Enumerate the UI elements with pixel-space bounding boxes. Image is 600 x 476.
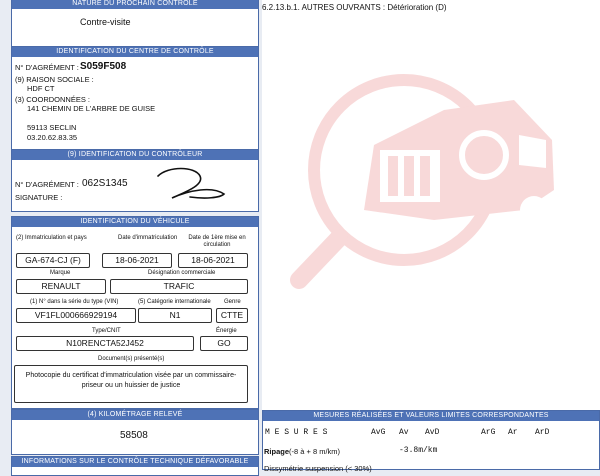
- ripage-limits: (-8 à + 8 m/km): [289, 447, 341, 456]
- documents-value: Photocopie du certificat d'immatriculation visée par un commissaire-priseur ou un huissier de justice: [14, 365, 248, 403]
- header-kilometrage: (4) KILOMÉTRAGE RELEVÉ: [12, 410, 258, 420]
- panel-vehicule: [11, 216, 259, 409]
- immat-label: (2) Immatriculation et pays: [16, 235, 87, 241]
- col-avg: AvG: [371, 428, 386, 437]
- col-arg: ArG: [481, 428, 496, 437]
- centre-raison-label: (9) RAISON SOCIALE :: [15, 75, 94, 84]
- designation-label: Désignation commerciale: [148, 270, 216, 276]
- panel-centre-controle: [11, 46, 259, 150]
- col-avd: AvD: [425, 428, 440, 437]
- vin-label: (1) N° dans la série du type (VIN): [30, 299, 119, 305]
- date-circ-label: Date de 1ère mise en circulation: [188, 235, 246, 248]
- header-controleur: (9) IDENTIFICATION DU CONTRÔLEUR: [12, 150, 258, 160]
- date-immat-value: 18-06-2021: [102, 253, 172, 268]
- panel-prochain-controle: [11, 0, 259, 47]
- energie-value: GO: [200, 336, 248, 351]
- dissymetrie-label: Dissymétrie suspension (< 30%): [264, 464, 372, 473]
- ripage-value: -3.8m/km: [399, 446, 438, 455]
- header-mesures: MESURES RÉALISÉES ET VALEURS LIMITES CORRESPONDANTES: [263, 411, 599, 421]
- header-informations: INFORMATIONS SUR LE CONTRÔLE TECHNIQUE DÉFAVORABLE: [12, 457, 258, 467]
- centre-address-line2: 59113 SECLIN: [27, 123, 77, 132]
- documents-label: Document(s) présenté(s): [98, 356, 165, 362]
- vin-value: VF1FL000666929194: [16, 308, 136, 323]
- marque-label: Marque: [50, 270, 71, 276]
- col-ar: Ar: [508, 428, 518, 437]
- watermark-car-magnifier-icon: [284, 40, 584, 290]
- controleur-agrement-label: N° D'AGRÉMENT :: [15, 180, 79, 189]
- type-label: Type/CNIT: [92, 328, 121, 334]
- genre-label: Genre: [224, 299, 241, 305]
- centre-coord-label: (3) COORDONNÉES :: [15, 95, 91, 104]
- defects-area: [262, 0, 600, 473]
- centre-agrement-label: N° D'AGRÉMENT :: [15, 63, 79, 72]
- immat-value: GA-674-CJ (F): [16, 253, 90, 268]
- date-immat-label: Date d'immatriculation: [118, 235, 178, 241]
- centre-address-line1: 141 CHEMIN DE L'ARBRE DE GUISE: [27, 104, 156, 113]
- panel-controleur: [11, 149, 259, 212]
- ripage-label: Ripage: [264, 447, 290, 456]
- col-av: Av: [399, 428, 409, 437]
- energie-label: Énergie: [216, 328, 237, 334]
- header-vehicule: IDENTIFICATION DU VÉHICULE: [12, 217, 258, 227]
- centre-raison-value: HDF CT: [27, 84, 55, 93]
- controleur-signature-label: SIGNATURE :: [15, 193, 63, 202]
- panel-kilometrage: [11, 409, 259, 455]
- signature-image: [150, 164, 230, 204]
- kilometrage-value: 58508: [120, 430, 148, 441]
- genre-value: CTTE: [216, 308, 248, 323]
- designation-value: TRAFIC: [110, 279, 248, 294]
- col-ard: ArD: [535, 428, 550, 437]
- mesures-title: M E S U R E S: [265, 428, 328, 437]
- header-centre: IDENTIFICATION DU CENTRE DE CONTRÔLE: [12, 47, 258, 57]
- categorie-label: (5) Catégorie internationale: [138, 299, 211, 305]
- date-circ-value: 18-06-2021: [178, 253, 248, 268]
- marque-value: RENAULT: [16, 279, 106, 294]
- centre-phone: 03.20.62.83.35: [27, 133, 78, 142]
- header-prochain-controle: NATURE DU PROCHAIN CONTRÔLE: [12, 0, 258, 9]
- type-value: N10RENCTA52J452: [16, 336, 194, 351]
- panel-mesures: [262, 410, 600, 473]
- categorie-value: N1: [138, 308, 212, 323]
- panel-informations: [11, 456, 259, 476]
- controleur-agrement-value: 062S1345: [82, 178, 128, 189]
- centre-agrement-value: S059F508: [80, 61, 127, 72]
- defect-line: 6.2.13.b.1. AUTRES OUVRANTS : Détérioration (D): [262, 3, 447, 12]
- prochain-controle-value: Contre-visite: [80, 17, 131, 27]
